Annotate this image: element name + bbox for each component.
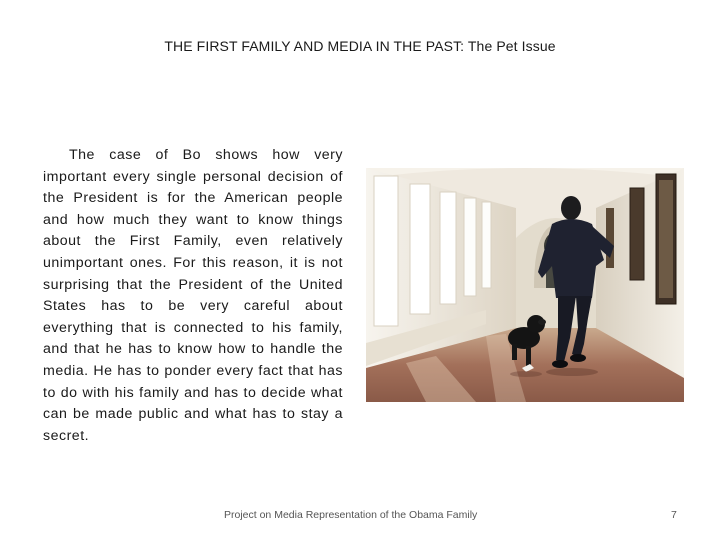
body-paragraph [43,145,343,447]
slide-title [0,38,720,54]
body-text: The case of Bo shows how very important every single personal decision of the President is for the American people and how much they want to know things about the First Family, even relatively unimportant ones. For this reason, it is not surprising that the President of the United States has to be very careful about everything that is connected to his family, and that he has to know how to handle the media. He has to ponder every fact that has to do with his family and has to decide what can be made public and what has to stay a secret. [43,147,343,444]
footer-text: Project on Media Representation of the Obama Family [224,509,478,521]
photo-man-running-with-dog-icon [366,168,684,402]
hallway-photo [366,168,684,402]
title-heading: THE FIRST FAMILY AND MEDIA IN THE PAST: [164,38,465,54]
title-subheading: The Pet Issue [464,38,556,54]
page-number: 7 [671,509,677,521]
